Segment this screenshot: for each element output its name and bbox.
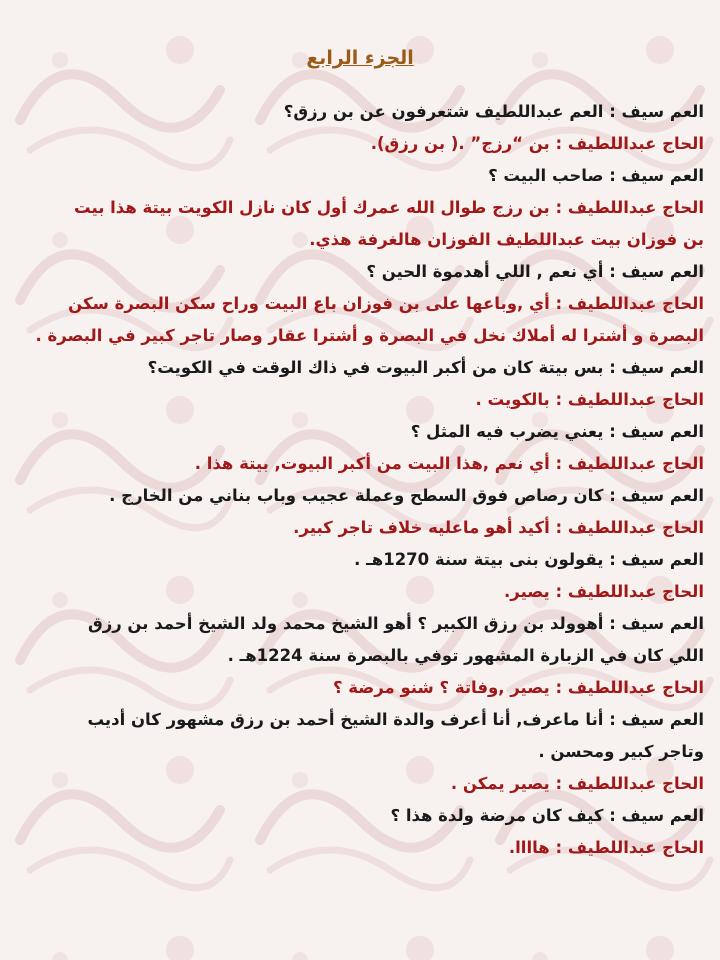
dialogue-text: بس بيتة كان من أكبر البيوت في ذاك الوقت في الكويت؟ bbox=[147, 358, 610, 377]
dialogue-line bbox=[8, 480, 704, 512]
dialogue-line bbox=[8, 640, 704, 672]
dialogue-line bbox=[8, 768, 704, 800]
speaker-label: الحاج عبداللطيف : bbox=[555, 134, 704, 153]
dialogue-text: أهوولد بن رزق الكبير ؟ أهو الشيخ محمد ولد الشيخ أحمد بن رزق bbox=[87, 614, 610, 633]
dialogue-text: اللي كان في الزبارة المشهور توفي بالبصرة سنة 1224هـ . bbox=[227, 646, 704, 665]
dialogue-text: أي نعم , اللي أهدموة الحين ؟ bbox=[366, 262, 610, 281]
dialogue-line bbox=[8, 96, 704, 128]
dialogue-text: هاااا. bbox=[508, 838, 556, 857]
dialogue-line bbox=[8, 224, 704, 256]
dialogue-text: يصير. bbox=[504, 582, 556, 601]
dialogue-line bbox=[8, 800, 704, 832]
dialogue-line bbox=[8, 256, 704, 288]
dialogue-line bbox=[8, 608, 704, 640]
dialogue-text: كيف كان مرضة ولدة هذا ؟ bbox=[390, 806, 610, 825]
dialogue-line bbox=[8, 448, 704, 480]
dialogue-text: يصير يمكن . bbox=[450, 774, 556, 793]
speaker-label: الحاج عبداللطيف : bbox=[555, 454, 704, 473]
dialogue-text: يعني يضرب فيه المثل ؟ bbox=[410, 422, 610, 441]
dialogue-line bbox=[8, 736, 704, 768]
dialogue-line bbox=[8, 416, 704, 448]
dialogue-line bbox=[8, 512, 704, 544]
dialogue-line bbox=[8, 576, 704, 608]
speaker-label: العم سيف : bbox=[609, 262, 704, 281]
dialogue-text: أي نعم ,هذا البيت من أكبر البيوت, بيتة هذا . bbox=[194, 454, 556, 473]
dialogue-line bbox=[8, 352, 704, 384]
dialogue-text: كان رصاص فوق السطح وعملة عجيب وباب بناني من الخارج . bbox=[109, 486, 610, 505]
speaker-label: العم سيف : bbox=[609, 710, 704, 729]
dialogue-line bbox=[8, 160, 704, 192]
dialogue-line bbox=[8, 288, 704, 320]
speaker-label: الحاج عبداللطيف : bbox=[555, 678, 704, 697]
dialogue-text: صاحب البيت ؟ bbox=[488, 166, 610, 185]
speaker-label: العم سيف : bbox=[609, 486, 704, 505]
speaker-label: العم سيف : bbox=[609, 422, 704, 441]
dialogue-text: بن “رزج” .( بن رزق). bbox=[370, 134, 556, 153]
dialogue-line bbox=[8, 544, 704, 576]
page-title: الجزء الرابع bbox=[306, 47, 414, 69]
dialogue-line bbox=[8, 672, 704, 704]
dialogue-line bbox=[8, 128, 704, 160]
dialogue-text: يقولون بنى بيتة سنة 1270هـ . bbox=[354, 550, 610, 569]
speaker-label: العم سيف : bbox=[609, 614, 704, 633]
dialogue-text: بن فوزان بيت عبداللطيف الفوزان هالغرفة هذي. bbox=[309, 230, 704, 249]
speaker-label: العم سيف : bbox=[609, 166, 704, 185]
speaker-label: الحاج عبداللطيف : bbox=[555, 294, 704, 313]
speaker-label: العم سيف : bbox=[609, 550, 704, 569]
dialogue-lines bbox=[8, 96, 704, 864]
dialogue-line bbox=[8, 384, 704, 416]
dialogue-line bbox=[8, 192, 704, 224]
speaker-label: الحاج عبداللطيف : bbox=[555, 774, 704, 793]
dialogue-text: أي ,وباعها على بن فوزان باع البيت وراح سكن البصرة سكن bbox=[68, 294, 556, 313]
dialogue-line bbox=[8, 832, 704, 864]
speaker-label: العم سيف : bbox=[609, 102, 704, 121]
dialogue-line bbox=[8, 704, 704, 736]
speaker-label: العم سيف : bbox=[609, 806, 704, 825]
dialogue-text: بن رزج طوال الله عمرك أول كان نازل الكويت بيتة هذا بيت bbox=[74, 198, 556, 217]
speaker-label: الحاج عبداللطيف : bbox=[555, 838, 704, 857]
dialogue-line bbox=[8, 320, 704, 352]
speaker-label: العم سيف : bbox=[609, 358, 704, 377]
dialogue-text: أكيد أهو ماعليه خلاف تاجر كبير. bbox=[293, 518, 556, 537]
speaker-label: الحاج عبداللطيف : bbox=[555, 518, 704, 537]
dialogue-text: أنا ماعرف, أنا أعرف والدة الشيخ أحمد بن رزق مشهور كان أديب bbox=[87, 710, 610, 729]
dialogue-text: البصرة و أشترا له أملاك نخل في البصرة و أشترا عقار وصار تاجر كبير في البصرة . bbox=[35, 326, 704, 345]
speaker-label: الحاج عبداللطيف : bbox=[555, 198, 704, 217]
dialogue-text: يصير ,وفاتة ؟ شنو مرضة ؟ bbox=[332, 678, 556, 697]
speaker-label: الحاج عبداللطيف : bbox=[555, 582, 704, 601]
dialogue-text: بالكويت . bbox=[475, 390, 556, 409]
speaker-label: الحاج عبداللطيف : bbox=[555, 390, 704, 409]
dialogue-text: العم عبداللطيف شتعرفون عن بن رزق؟ bbox=[283, 102, 610, 121]
dialogue-text: وتاجر كبير ومحسن . bbox=[538, 742, 704, 761]
